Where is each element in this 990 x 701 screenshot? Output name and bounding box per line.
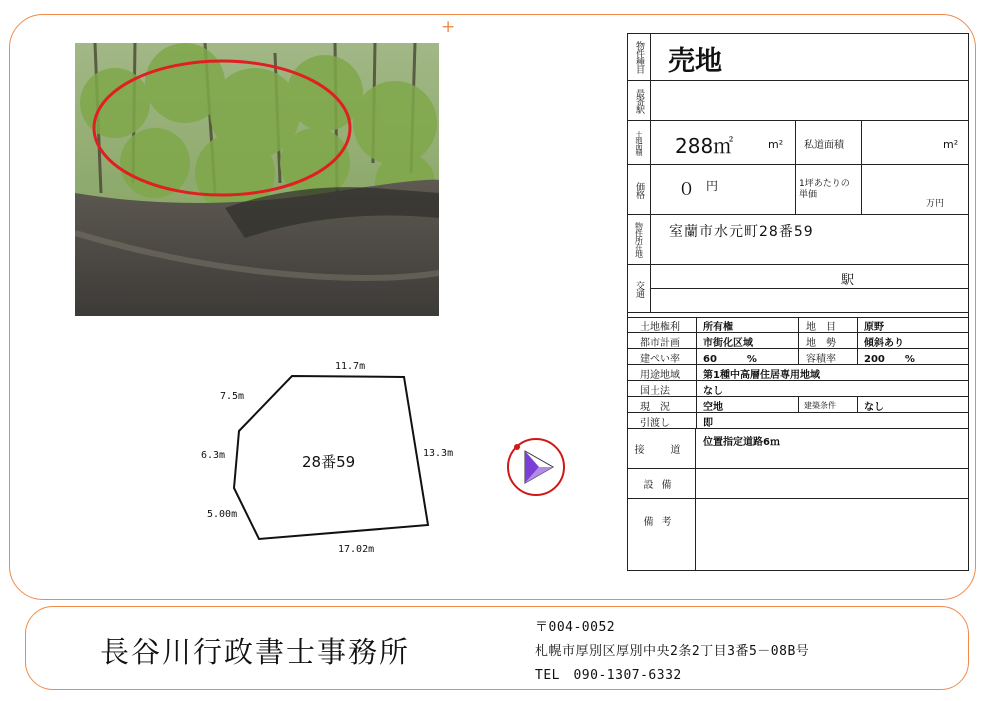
land-area-label: 土地面積 (628, 121, 651, 164)
price-label: 価格 (628, 165, 651, 214)
transport-label: 交通 (628, 265, 651, 312)
row-price (628, 165, 968, 215)
detail-row-7: 引渡し 即 (628, 413, 968, 429)
row-road (628, 429, 968, 469)
company-name: 長谷川行政書士事務所 (100, 635, 411, 669)
detail-row-5: 国土法 なし (628, 381, 968, 397)
remarks-label: 備考 (628, 499, 696, 570)
row-location (628, 215, 968, 265)
row-station (628, 81, 968, 121)
dim-top: 11.7m (335, 361, 366, 372)
location-label: 物件所在地 (628, 215, 651, 264)
dim-bottom: 17.02m (338, 544, 375, 555)
type-value: 売地 (668, 46, 722, 77)
dim-left: 6.3m (201, 450, 226, 461)
dim-right: 13.3m (423, 448, 454, 459)
transport-value: 駅 (841, 273, 855, 288)
company-tel: TEL 090-1307-6332 (535, 668, 682, 683)
lot-number: 28番59 (302, 453, 356, 471)
private-road-unit: m² (943, 138, 959, 151)
price-value: ０ (678, 180, 695, 200)
detail-row-6: 現 況 空地 建築条件 なし (628, 397, 968, 413)
detail-row-1: 土地権利 所有権 地 目 原野 (628, 317, 968, 333)
road-label: 接 道 (628, 429, 696, 468)
row-facilities (628, 469, 968, 499)
detail-row-3: 建ぺい率 60 % 容積率 200 % (628, 349, 968, 365)
dim-upper-left: 7.5m (220, 391, 245, 402)
dim-lower-left: 5.00m (207, 509, 238, 520)
property-info-table (627, 33, 969, 571)
row-transport (628, 265, 968, 313)
lot-plan (190, 355, 480, 565)
road-value: 位置指定道路6ｍ (703, 437, 780, 448)
per-tsubo-unit: 万円 (926, 199, 945, 209)
row-type (628, 34, 968, 81)
station-label: 最寄駅 (628, 81, 651, 120)
north-arrow-icon (505, 437, 567, 497)
land-area-unit: m² (768, 138, 784, 151)
location-value: 室蘭市水元町28番59 (669, 224, 814, 240)
company-address: 札幌市厚別区厚別中央2条2丁目3番5－08B号 (535, 644, 810, 659)
detail-row-4: 用途地域 第1種中高層住居専用地域 (628, 365, 968, 381)
price-unit: 円 (706, 179, 719, 193)
type-label: 物件種目 (628, 34, 651, 80)
per-tsubo-label: 1坪あたりの単価 (799, 179, 850, 200)
facilities-label: 設備 (628, 469, 696, 498)
private-road-label: 私道面積 (804, 140, 844, 151)
crosshair-mark: + (441, 17, 456, 37)
row-land-area (628, 121, 968, 165)
postal-code: 〒004-0052 (535, 620, 616, 635)
land-area-value: 288㎡ (675, 134, 734, 158)
row-remarks (628, 499, 968, 570)
detail-row-2: 都市計画 市街化区域 地 勢 傾斜あり (628, 333, 968, 349)
property-photo (75, 43, 439, 316)
